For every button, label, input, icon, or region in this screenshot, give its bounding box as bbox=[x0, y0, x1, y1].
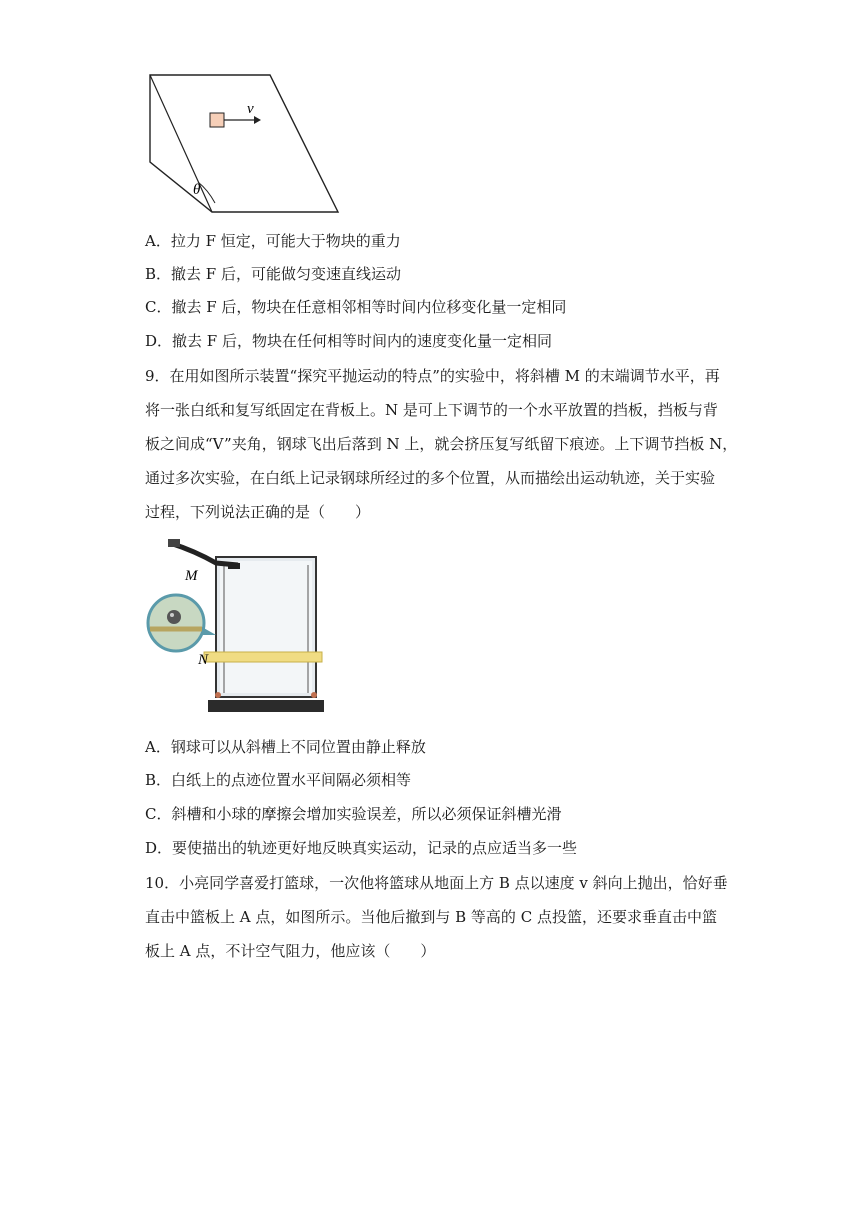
block bbox=[210, 113, 224, 127]
q9-line: 将一张白纸和复写纸固定在背板上。N 是可上下调节的一个水平放置的挡板，挡板与背 bbox=[145, 401, 718, 419]
wedge-outline bbox=[150, 75, 338, 212]
q9-line: 9．在用如图所示装置“探究平抛运动的特点”的实验中，将斜槽 M 的末端调节水平，再 bbox=[145, 367, 720, 385]
q10-line: 10．小亮同学喜爱打篮球，一次他将篮球从地面上方 B 点以速度 v 斜向上抛出，恰好垂 bbox=[145, 874, 728, 892]
label-n: N bbox=[198, 652, 209, 668]
q9-option-d: D．要使描出的轨迹更好地反映真实运动，记录的点应适当多一些 bbox=[145, 839, 578, 857]
label-m: M bbox=[185, 568, 198, 584]
q8-option-c: C．撤去 F 后，物块在任意相邻相等时间内位移变化量一定相同 bbox=[145, 298, 567, 316]
q10-line: 板上 A 点，不计空气阻力，他应该（ ） bbox=[145, 942, 436, 960]
slope-chute bbox=[170, 543, 238, 565]
velocity-label: v bbox=[247, 101, 254, 117]
q9-line: 过程，下列说法正确的是（ ） bbox=[145, 503, 371, 521]
q8-option-b: B．撤去 F 后，可能做匀变速直线运动 bbox=[145, 265, 401, 283]
base-plate bbox=[208, 700, 324, 712]
incline-figure bbox=[140, 70, 350, 220]
arrow-head bbox=[254, 116, 261, 124]
q10-line: 直击中篮板上 A 点，如图所示。当他后撤到与 B 等高的 C 点投篮，还要求垂直击中篮 bbox=[145, 908, 717, 926]
q8-option-a: A．拉力 F 恒定，可能大于物块的重力 bbox=[145, 232, 401, 250]
q9-line: 通过多次实验，在白纸上记录钢球所经过的多个位置，从而描绘出运动轨迹，关于实验 bbox=[145, 469, 716, 487]
apparatus-figure bbox=[140, 535, 340, 720]
q9-option-b: B．白纸上的点迹位置水平间隔必须相等 bbox=[145, 771, 412, 789]
q8-option-d: D．撤去 F 后，物块在任何相等时间内的速度变化量一定相同 bbox=[145, 332, 552, 350]
q9-option-a: A．钢球可以从斜槽上不同位置由静止释放 bbox=[145, 738, 426, 756]
wedge-edge bbox=[150, 75, 212, 212]
angle-label: θ bbox=[193, 182, 201, 198]
baffle-n bbox=[204, 652, 322, 662]
q9-stem bbox=[145, 359, 738, 529]
q10-stem bbox=[145, 866, 728, 968]
q9-line: 板之间成“V”夹角，钢球飞出后落到 N 上，就会挤压复写纸留下痕迹。上下调节挡板 N， bbox=[145, 435, 738, 453]
q9-option-c: C．斜槽和小球的摩擦会增加实验误差，所以必须保证斜槽光滑 bbox=[145, 805, 562, 823]
